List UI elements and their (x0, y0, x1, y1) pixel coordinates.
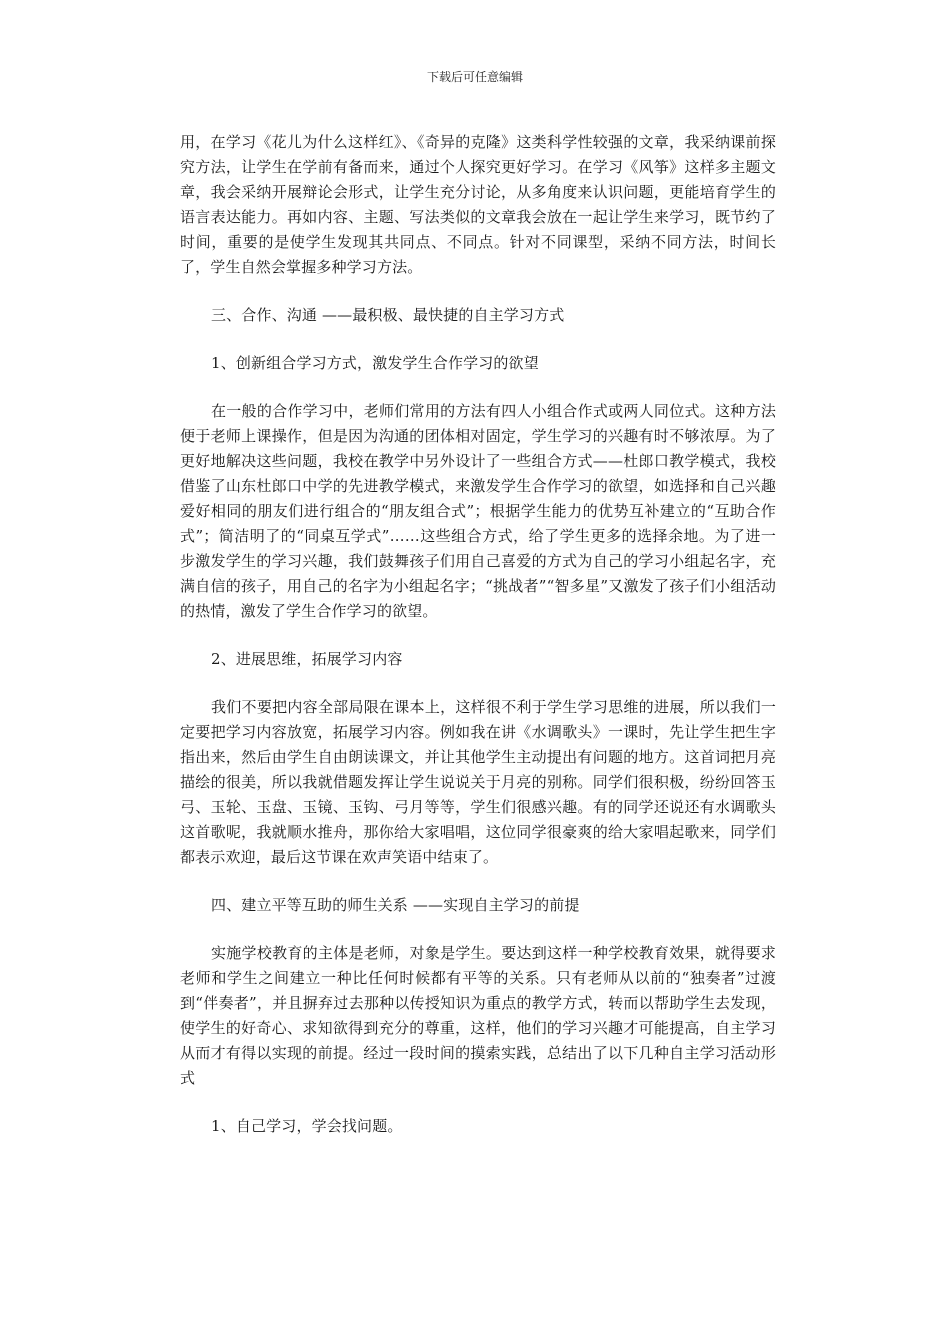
paragraph-gap (180, 624, 776, 647)
paragraph-continuation: 用，在学习《花儿为什么这样红》、《奇异的克隆》这类科学性较强的文章，我采纳课前探究方法，让学生在学前有备而来，通过个人探究更好学习。在学习《风筝》这样多主题文章，我会采纳开展辩论会形式，让学生充分讨论，从多角度来认识问题，更能培育学生的语言表达能力。再如内容、主题、写法类似的文章我会放在一起让学生来学习，既节约了时间，重要的是使学生发现其共同点、不同点。针对不同课型，采纳不同方法，时间长了，学生自然会掌握多种学习方法。 (180, 133, 776, 276)
subheading-3-1: 1、创新组合学习方式，激发学生合作学习的欲望 (211, 354, 539, 372)
document-body (180, 130, 776, 1139)
section-heading-4: 四、建立平等互助的师生关系 ——实现自主学习的前提 (211, 896, 580, 914)
page-header: 下载后可任意编辑 (426, 70, 523, 84)
paragraph-teacher-student: 实施学校教育的主体是老师，对象是学生。要达到这样一种学校教育效果，就得要求老师和学生之间建立一种比任何时候都有平等的关系。只有老师从以前的“独奏者”过渡到“伴奏者”，并且摒弃过去那种以传授知识为重点的教学方式，转而以帮助学生去发现，使学生的好奇心、求知欲得到充分的尊重，这样，他们的学习兴趣才可能提高，自主学习从而才有得以实现的前提。经过一段时间的摸索实践，总结出了以下几种自主学习活动形式 (180, 944, 776, 1087)
paragraph-gap (180, 280, 776, 303)
paragraph-gap (180, 918, 776, 941)
subheading-3-2: 2、进展思维，拓展学习内容 (211, 650, 403, 668)
paragraph-expand-content: 我们不要把内容全部局限在课本上，这样很不利于学生学习思维的进展，所以我们一定要把学习内容放宽，拓展学习内容。例如我在讲《水调歌头》一课时，先让学生把生字指出来，然后由学生自由朗读课文，并让其他学生主动提出有问题的地方。这首词把月亮描绘的很美，所以我就借题发挥让学生说说关于月亮的别称。同学们很积极，纷纷回答玉弓、玉轮、玉盘、玉镜、玉钩、弓月等等，学生们很感兴趣。有的同学还说还有水调歌头这首歌呢，我就顺水推舟，那你给大家唱唱，这位同学很豪爽的给大家唱起歌来，同学们都表示欢迎，最后这节课在欢声笑语中结束了。 (180, 698, 776, 866)
paragraph-gap (180, 328, 776, 351)
section-heading-3: 三、合作、沟通 ——最积极、最快捷的自主学习方式 (211, 306, 565, 324)
paragraph-group-learning: 在一般的合作学习中，老师们常用的方法有四人小组合作式或两人同位式。这种方法便于老师上课操作，但是因为沟通的团体相对固定，学生学习的兴趣有时不够浓厚。为了更好地解决这些问题，我校在教学中另外设计了一些组合方式——杜郎口教学模式，我校借鉴了山东杜郎口中学的先进教学模式，来激发学生合作学习的欲望，如选择和自己兴趣爱好相同的朋友们进行组合的“朋友组合式”；根据学生能力的优势互补建立的“互助合作式”；简洁明了的“同桌互学式”……这些组合方式，给了学生更多的选择余地。为了进一步激发学生的学习兴趣，我们鼓舞孩子们用自己喜爱的方式为自己的学习小组起名字，充满自信的孩子，用自己的名字为小组起名字；“挑战者”“智多星”又激发了孩子们小组活动的热情，激发了学生合作学习的欲望。 (180, 402, 776, 620)
paragraph-gap (180, 672, 776, 695)
paragraph-gap (180, 1091, 776, 1114)
paragraph-gap (180, 376, 776, 399)
paragraph-gap (180, 870, 776, 893)
subheading-4-1: 1、自己学习，学会找问题。 (211, 1117, 403, 1135)
